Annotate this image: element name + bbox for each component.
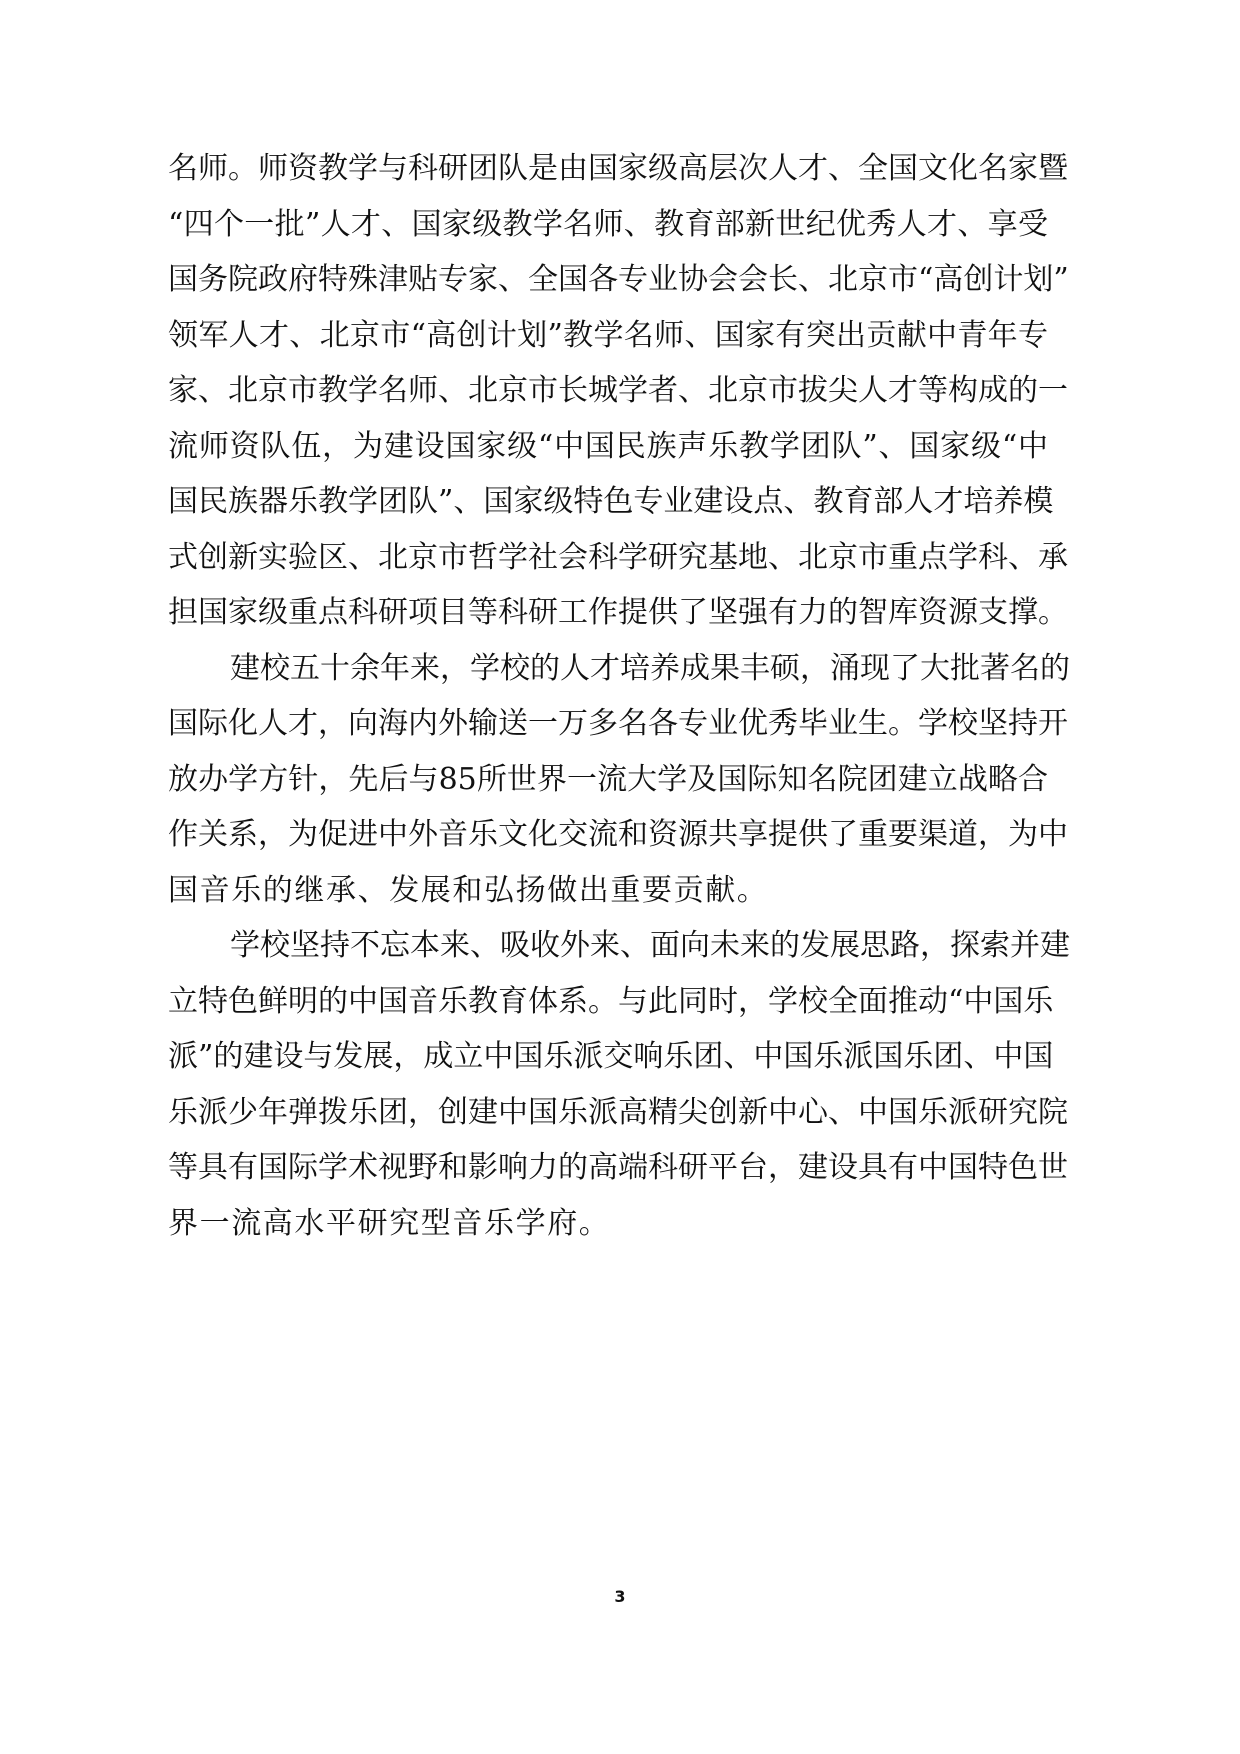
page-number: 3 (614, 1587, 626, 1606)
text-line: 建校五十余年来，学校的人才培养成果丰硕，涌现了大批著名的 (230, 650, 1070, 686)
text-line: 等具有国际学术视野和影响力的高端科研平台，建设具有中国特色世 (168, 1150, 1068, 1185)
text-line: 界一流高水平研究型音乐学府。 (168, 1205, 611, 1241)
text-line: 流师资队伍，为建设国家级“中国民族声乐教学团队”、国家级“中 (168, 428, 1048, 464)
text-line: 国务院政府特殊津贴专家、全国各专业协会会长、北京市“高创计划” (168, 262, 1069, 297)
text-line: 家、北京市教学名师、北京市长城学者、北京市拔尖人才等构成的一 (168, 373, 1068, 408)
text-line: 国际化人才，向海内外输送一万多名各专业优秀毕业生。学校坚持开 (168, 706, 1068, 741)
text-line: 作关系，为促进中外音乐文化交流和资源共享提供了重要渠道，为中 (168, 817, 1068, 852)
text-line: “四个一批”人才、国家级教学名师、教育部新世纪优秀人才、享受 (168, 206, 1048, 242)
text-line: 学校坚持不忘本来、吸收外来、面向未来的发展思路，探索并建 (230, 928, 1070, 963)
text-line: 放办学方针，先后与85所世界一流大学及国际知名院团建立战略合 (168, 761, 1048, 797)
paragraph-2 (168, 641, 1070, 919)
text-line: 国音乐的继承、发展和弘扬做出重要贡献。 (168, 872, 769, 908)
paragraph-3 (168, 918, 1070, 1251)
text-line: 派”的建设与发展，成立中国乐派交响乐团、中国乐派国乐团、中国 (168, 1039, 1054, 1074)
text-line: 领军人才、北京市“高创计划”教学名师、国家有突出贡献中青年专 (168, 317, 1048, 353)
text-line: 乐派少年弹拨乐团，创建中国乐派高精尖创新中心、中国乐派研究院 (168, 1094, 1068, 1130)
text-line: 国民族器乐教学团队”、国家级特色专业建设点、教育部人才培养模 (168, 484, 1054, 519)
text-line: 担国家级重点科研项目等科研工作提供了坚强有力的智库资源支撑。 (168, 595, 1068, 630)
text-line: 立特色鲜明的中国音乐教育体系。与此同时，学校全面推动“中国乐 (168, 983, 1054, 1019)
text-line: 名师。师资教学与科研团队是由国家级高层次人才、全国文化名家暨 (168, 151, 1068, 186)
text-line: 式创新实验区、北京市哲学社会科学研究基地、北京市重点学科、承 (168, 539, 1068, 575)
body-text (168, 141, 1070, 1251)
paragraph-1 (168, 141, 1069, 641)
